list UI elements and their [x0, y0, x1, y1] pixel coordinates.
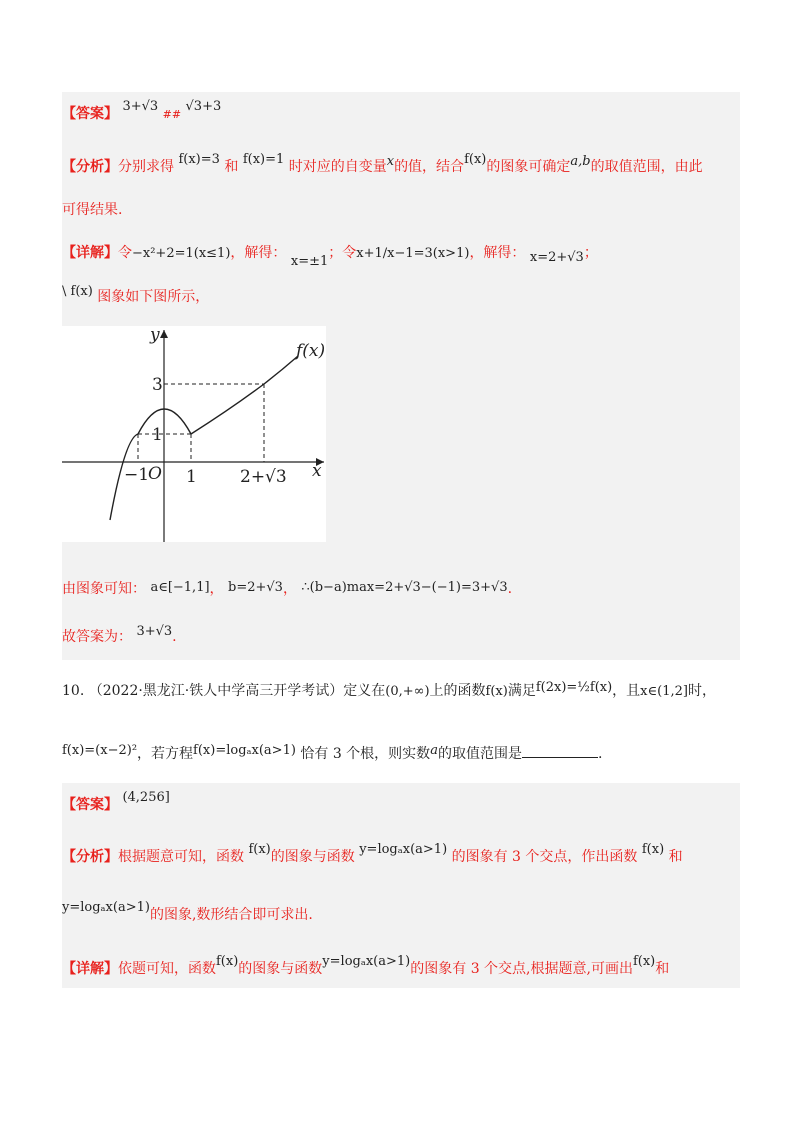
analysis-text: 的图象有 3 个交点，作出函数	[451, 849, 638, 865]
math-definition: f(x)=(x−2)²	[62, 743, 138, 758]
question-text: ，若方程	[137, 746, 194, 762]
math-condition: x∈(1,2]	[640, 684, 688, 699]
final-answer-line-q9	[62, 624, 177, 648]
question-text: 时，	[687, 683, 716, 699]
answer-value: 3+√3	[122, 99, 159, 114]
analysis-text: 的图象可确定	[486, 159, 571, 175]
function-graph	[62, 326, 326, 542]
analysis-tag: 【分析】	[62, 159, 118, 175]
detail-tag: 【详解】	[62, 961, 118, 977]
tick-xm1: −1	[124, 465, 150, 485]
conclusion-line-q9	[62, 579, 512, 600]
analysis-text: 和	[224, 159, 239, 175]
math-prefix: \ f(x)	[62, 284, 93, 299]
math-var: a	[430, 743, 438, 758]
answer-tag: 【答案】	[62, 106, 118, 122]
analysis-text: 分别求得	[118, 159, 174, 175]
answer-line-q9	[62, 99, 222, 125]
question-text: 满足	[507, 683, 536, 699]
analysis-text: 时对应的自变量	[288, 159, 387, 175]
y-axis-label: y	[150, 326, 160, 345]
detail-line-q10	[62, 954, 670, 980]
punct: .	[172, 629, 177, 645]
punct: .	[597, 746, 603, 762]
detail-text: 令	[118, 245, 132, 261]
detail-line-q9-cont	[62, 284, 210, 308]
origin-label: O	[148, 464, 162, 484]
answer-value: (4,256]	[122, 790, 170, 805]
curve-label: f(x)	[296, 341, 326, 361]
detail-text: 图象如下图所示，	[97, 289, 210, 305]
math-fx: f(x)	[464, 152, 487, 167]
analysis-line-q10	[62, 842, 683, 868]
math-solution: x=±1	[290, 254, 329, 269]
question-source: （2022·黑龙江·铁人中学高三开学考试）	[88, 683, 344, 699]
answer-alt-value: √3+3	[185, 99, 222, 114]
punct: ，	[282, 581, 297, 597]
math-fx: f(x)	[632, 954, 656, 969]
analysis-text: 根据题意可知，函数	[118, 849, 244, 865]
math-log: y=logₐx(a>1)	[62, 900, 150, 915]
math-eq: ∴(b−a)max=2+√3−(−1)=3+√3	[301, 580, 508, 595]
analysis-text: 可得结果.	[62, 202, 123, 218]
math-fx: f(x)	[216, 954, 239, 969]
analysis-line-q10-cont	[62, 900, 313, 926]
answer-separator: ##	[162, 108, 182, 121]
math-eq: x+1/x−1=3(x>1)	[356, 246, 470, 261]
detail-text: ；	[583, 245, 598, 261]
math-answer: 3+√3	[136, 624, 173, 639]
math-eq: a∈[−1,1]	[150, 580, 210, 595]
math-ab: a,b	[570, 154, 591, 169]
analysis-text: 的图象,数形结合即可求出.	[149, 907, 313, 923]
tick-x1: 1	[186, 467, 197, 487]
math-eq: b=2+√3	[228, 580, 283, 595]
tick-y3: 3	[152, 375, 163, 395]
analysis-text: 的取值范围，由此	[590, 159, 703, 175]
detail-tag: 【详解】	[62, 245, 118, 261]
math-equation: f(x)=logₐx(a>1)	[193, 743, 296, 758]
math-solution: x=2+√3	[529, 250, 584, 265]
question-10-line2	[62, 744, 602, 765]
x-axis-label: x	[312, 461, 322, 481]
question-text: ，且	[612, 683, 641, 699]
math-eq: f(x)=1	[242, 152, 285, 167]
conclusion-text: 由图象可知：	[62, 581, 146, 597]
math-eq: −x²+2=1(x≤1)	[132, 246, 231, 261]
analysis-text: 的图象与函数	[270, 849, 355, 865]
math-log: y=logₐx(a>1)	[359, 842, 448, 857]
question-text: 定义在	[343, 683, 386, 699]
tick-x2: 2+√3	[240, 467, 287, 487]
detail-text: 依题可知，函数	[118, 961, 216, 977]
math-var: x	[386, 154, 395, 169]
punct: .	[507, 581, 513, 597]
question-number: 10.	[62, 683, 85, 699]
detail-text: ，解得：	[230, 245, 287, 261]
math-log: y=logₐx(a>1)	[322, 954, 411, 969]
analysis-tag: 【分析】	[62, 849, 118, 865]
detail-text: ，解得：	[469, 245, 526, 261]
conclusion-text: 故答案为：	[62, 629, 132, 645]
math-fx: f(x)	[248, 842, 271, 857]
question-text: 上的函数	[429, 683, 486, 699]
detail-text: 和	[655, 961, 670, 977]
answer-line-q10	[62, 790, 170, 816]
math-fx: f(x)	[485, 684, 508, 699]
math-fx: f(x)	[641, 842, 665, 857]
punct: ，	[209, 581, 224, 597]
question-text: 的取值范围是	[437, 746, 522, 762]
analysis-line-q9-cont	[62, 200, 122, 220]
math-eq: f(x)=3	[178, 152, 220, 167]
analysis-text: 和	[668, 849, 683, 865]
math-domain: (0,+∞)	[385, 684, 430, 699]
question-10-line1	[62, 681, 716, 702]
analysis-line-q9	[62, 152, 703, 178]
answer-blank	[522, 756, 598, 758]
detail-text: 的图象有 3 个交点,根据题意,可画出	[410, 961, 633, 977]
analysis-text: 的值，结合	[394, 159, 465, 175]
math-relation: f(2x)=½f(x)	[535, 680, 613, 695]
detail-text: ；令	[328, 245, 357, 261]
tick-y1: 1	[152, 425, 163, 445]
answer-tag: 【答案】	[62, 797, 118, 813]
detail-line-q9	[62, 243, 598, 269]
detail-text: 的图象与函数	[238, 961, 323, 977]
question-text: 恰有 3 个根，则实数	[300, 746, 431, 762]
